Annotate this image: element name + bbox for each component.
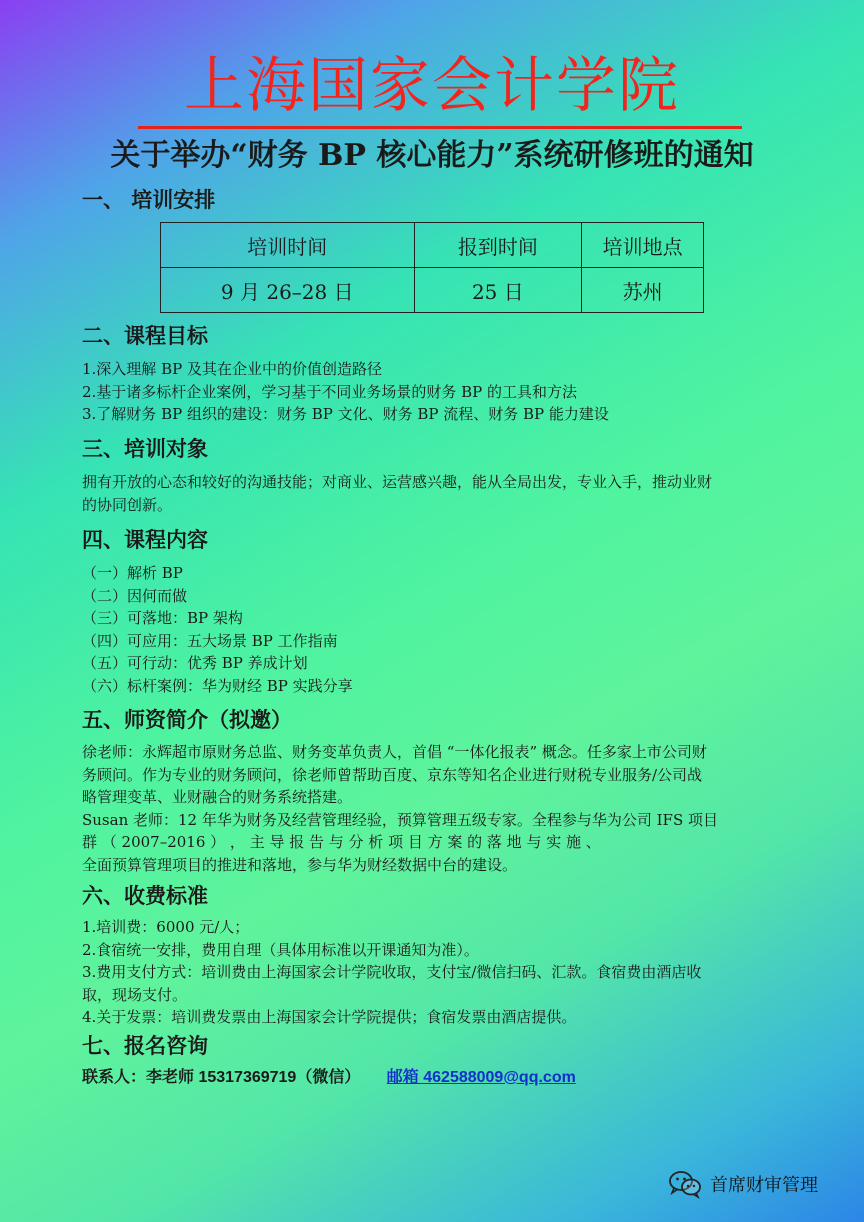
table-header-cell: 培训时间	[161, 223, 415, 268]
section-heading-faculty: 五、师资简介（拟邀）	[82, 708, 292, 732]
list-item: （一）解析 BP	[82, 564, 183, 582]
title-divider	[138, 126, 742, 129]
schedule-table	[160, 222, 704, 313]
section-heading-contact: 七、报名咨询	[82, 1034, 208, 1058]
email-link[interactable]: 邮箱 462588009@qq.com	[386, 1069, 576, 1086]
contact-person: 联系人：李老师 15317369719（微信）	[82, 1069, 361, 1086]
list-item: （三）可落地：BP 架构	[82, 609, 243, 627]
text-line: Susan 老师：12 年华为财务及经营管理经验，预算管理五级专家。全程参与华为公司 IFS 项目	[82, 810, 719, 829]
list-item: （二）因何而做	[82, 586, 188, 605]
table-header-cell: 报到时间	[414, 223, 582, 268]
text-line: 徐老师：永辉超市原财务总监、财务变革负责人，首倡 “一体化报表” 概念。任多家上市公司财	[82, 743, 707, 761]
list-item: 2.食宿统一安排，费用自理（具体用标准以开课通知为准）。	[82, 940, 479, 959]
table-cell: 25 日	[414, 268, 582, 313]
table-cell: 9 月 26–28 日	[161, 268, 415, 313]
list-item: 2.基于诸多标杆企业案例，学习基于不同业务场景的财务 BP 的工具和方法	[82, 382, 577, 401]
institute-title: 上海国家会计学院	[184, 51, 680, 121]
text-line: 拥有开放的心态和较好的沟通技能；对商业、运营感兴趣，能从全局出发，专业入手，推动业财	[82, 473, 713, 491]
section-heading-content: 四、课程内容	[82, 528, 208, 552]
table-cell: 苏州	[582, 268, 704, 313]
list-item: 3.了解财务 BP 组织的建设：财务 BP 文化、财务 BP 流程、财务 BP 能力建设	[82, 405, 609, 423]
audience-text	[82, 471, 782, 516]
list-item: 4.关于发票：培训费发票由上海国家会计学院提供；食宿发票由酒店提供。	[82, 1008, 577, 1026]
contact-line	[82, 1066, 576, 1090]
list-item: 1.培训费：6000 元/人；	[82, 918, 250, 936]
text-line: 务顾问。作为专业的财务顾问，徐老师曾帮助百度、京东等知名企业进行财税专业服务/公司战	[82, 765, 703, 784]
account-name: 首席财审管理	[710, 1175, 818, 1196]
list-item: （六）标杆案例：华为财经 BP 实践分享	[82, 676, 353, 695]
text-line: 全面预算管理项目的推进和落地，参与华为财经数据中台的建设。	[82, 855, 518, 874]
table-header-cell: 培训地点	[582, 223, 704, 268]
list-item: （四）可应用：五大场景 BP 工作指南	[82, 631, 338, 650]
content-list	[82, 562, 782, 697]
table-row	[161, 268, 704, 313]
list-item: 1.深入理解 BP 及其在企业中的价值创造路径	[82, 360, 382, 378]
account-watermark	[668, 1168, 818, 1200]
list-item: 取，现场支付。	[82, 985, 188, 1004]
wechat-icon	[668, 1169, 702, 1199]
section-heading-goals: 二、课程目标	[82, 324, 208, 348]
section-heading-fees: 六、收费标准	[82, 884, 208, 908]
section-heading-arrangement: 一、 培训安排	[82, 188, 216, 212]
text-line: 的协同创新。	[82, 495, 173, 514]
fees-list	[82, 916, 782, 1029]
section-heading-audience: 三、培训对象	[82, 437, 208, 461]
table-header-row	[161, 223, 704, 268]
text-line: 群 （ 2007–2016 ） ， 主 导 报 告 与 分 析 项 目 方 案 的 落 地 与 实 施 、	[82, 833, 601, 851]
notice-subtitle: 关于举办“财务 BP 核心能力”系统研修班的通知	[110, 138, 754, 173]
list-item: （五）可行动：优秀 BP 养成计划	[82, 654, 308, 672]
list-item: 3.费用支付方式：培训费由上海国家会计学院收取，支付宝/微信扫码、汇款。食宿费由酒店收	[82, 963, 702, 981]
goals-list	[82, 358, 782, 426]
text-line: 略管理变革、业财融合的财务系统搭建。	[82, 788, 353, 806]
faculty-text	[82, 741, 782, 876]
